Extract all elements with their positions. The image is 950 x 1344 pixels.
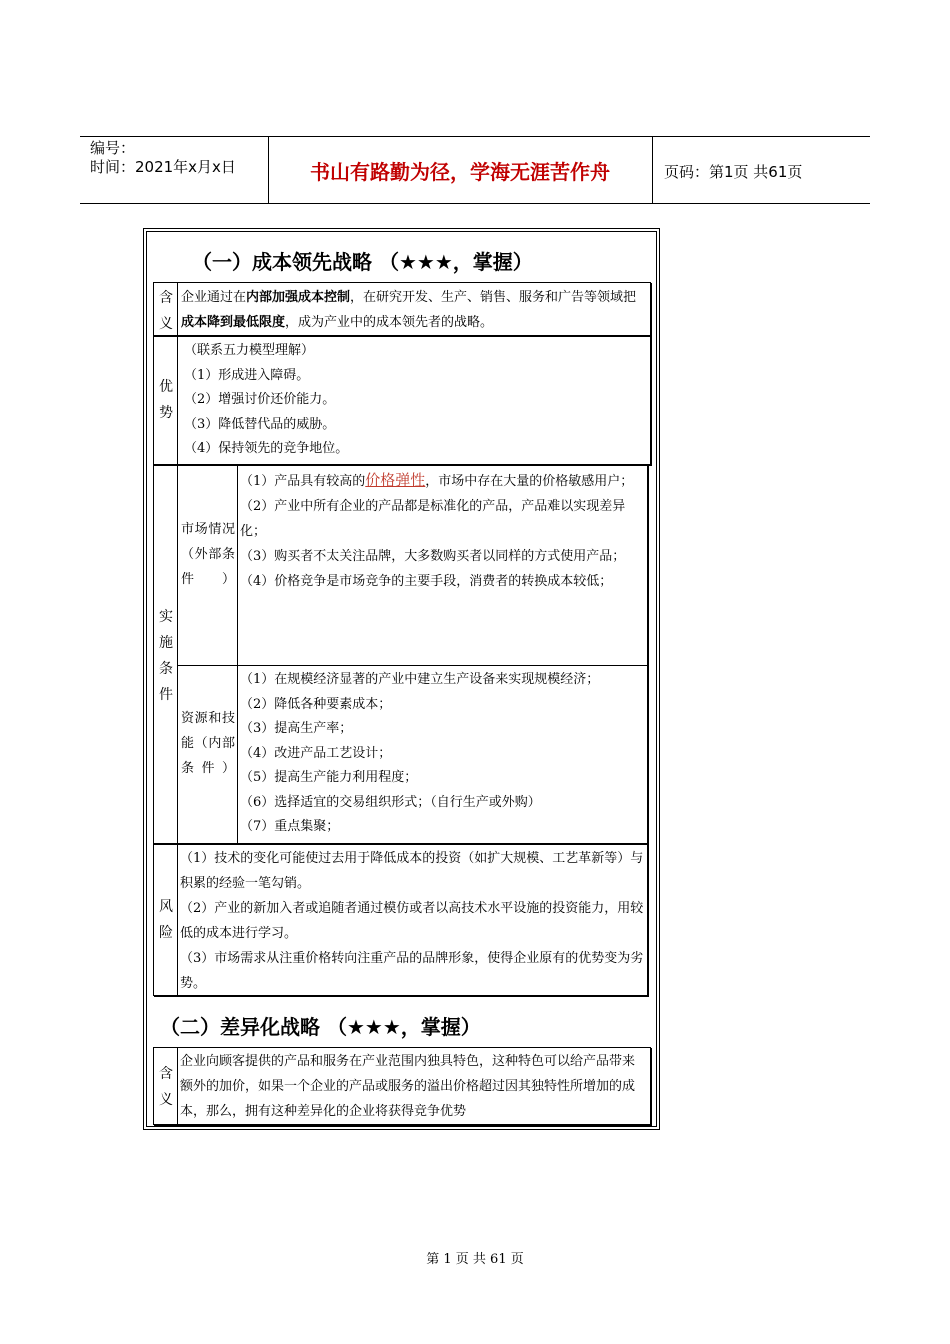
conditions-sub-divider bbox=[237, 465, 238, 843]
advantage-line: （1）形成进入障碍。 bbox=[184, 367, 310, 383]
section1-meaning-label: 含义 bbox=[159, 290, 173, 332]
resource-item: （3）提高生产率； bbox=[240, 721, 353, 736]
advantage-line: （2）增强讨价还价能力。 bbox=[184, 392, 336, 407]
resource-item: （4）改进产品工艺设计； bbox=[240, 745, 392, 761]
section2-meaning-text: 企业向顾客提供的产品和服务在产业范围内独具特色，这种特色可以给产品带来额外的加价，如果一个企业的产品或服务的溢出价格超过因其独特性所增加的成本，那么，拥有这种差异化的企业将获得竞争优势 bbox=[180, 1054, 636, 1119]
resource-item: （7）重点集聚； bbox=[240, 819, 340, 834]
section1-risk-list bbox=[180, 846, 644, 996]
advantage-divider bbox=[177, 335, 178, 464]
risk-item: （2）产业的新加入者或追随者通过模仿或者以高技术水平设施的投资能力，用较低的成本进行学习。 bbox=[180, 901, 644, 941]
resource-item: （1）在规模经济显著的产业中建立生产设备来实现规模经济； bbox=[240, 672, 600, 687]
market-conditions-label: 市场情况（外部条件） bbox=[181, 522, 235, 587]
market-item: （2）产业中所有企业的产品都是标准化的产品，产品难以实现差异化； bbox=[240, 499, 626, 539]
section1-advantage-list bbox=[184, 339, 644, 462]
risk-item: （1）技术的变化可能使过去用于降低成本的投资（如扩大规模、工艺革新等）与积累的经验一笔勾销。 bbox=[180, 851, 644, 891]
risk-divider bbox=[177, 844, 178, 995]
header-meta bbox=[90, 139, 236, 177]
advantage-line: （联系五力模型理解） bbox=[184, 343, 315, 358]
price-elasticity-link[interactable]: 价格弹性 bbox=[365, 471, 426, 489]
market-conditions-list bbox=[240, 468, 645, 594]
resource-item: （2）降低各种要素成本； bbox=[240, 696, 392, 712]
page-footer: 第 1 页 共 61 页 bbox=[426, 1252, 524, 1267]
header-bottom-rule bbox=[80, 203, 870, 204]
section2-meaning-label: 含义 bbox=[159, 1066, 173, 1108]
serial-label: 编号： bbox=[90, 139, 136, 157]
section2-meaning-divider bbox=[177, 1047, 178, 1124]
section1-conditions-label: 实施条件 bbox=[159, 609, 173, 703]
advantage-line: （3）降低替代品的威胁。 bbox=[184, 416, 336, 432]
section1-risk-label: 风险 bbox=[159, 899, 173, 941]
header-page-label: 页码：第1页 共61页 bbox=[664, 163, 803, 181]
resource-item: （5）提高生产能力利用程度； bbox=[240, 770, 418, 785]
advantage-line: （4）保持领先的竞争地位。 bbox=[184, 441, 349, 456]
section1-title: （一）成本领先战略 （★★★，掌握） bbox=[192, 250, 533, 274]
section2-title: （二）差异化战略 （★★★，掌握） bbox=[160, 1015, 481, 1039]
risk-item: （3）市场需求从注重价格转向注重产品的品牌形象，使得企业原有的优势变为劣势。 bbox=[180, 951, 644, 991]
header-motto: 书山有路勤为径，学海无涯苦作舟 bbox=[310, 160, 610, 184]
market-item: （3）购买者不太关注品牌，大多数购买者以同样的方式使用产品； bbox=[240, 549, 626, 564]
conditions-divider bbox=[177, 465, 178, 843]
section1-advantage-label: 优势 bbox=[159, 379, 173, 421]
market-item: （4）价格竞争是市场竞争的主要手段，消费者的转换成本较低； bbox=[240, 574, 613, 589]
resource-item: （6）选择适宜的交易组织形式；（自行生产或外购） bbox=[240, 794, 541, 810]
meaning-divider bbox=[177, 282, 178, 335]
market-item: （1）产品具有较高的价格弹性，市场中存在大量的价格敏感用户； bbox=[240, 471, 634, 489]
meaning-bold-1: 内部加强成本控制 bbox=[246, 290, 351, 305]
meaning-bold-2: 成本降到最低限度 bbox=[181, 315, 286, 330]
resource-conditions-list bbox=[240, 668, 645, 840]
header-top-rule bbox=[80, 136, 870, 137]
conditions-row-divider bbox=[177, 665, 647, 666]
time-label: 时间：2021年x月x日 bbox=[90, 158, 236, 176]
resource-conditions-label: 资源和技能（内部条件） bbox=[181, 711, 235, 776]
section1-meaning-text: 企业通过在内部加强成本控制，在研究开发、生产、销售、服务和广告等领域把成本降到最低限度，成为产业中的成本领先者的战略。 bbox=[181, 290, 637, 330]
header-divider-2 bbox=[652, 136, 653, 203]
